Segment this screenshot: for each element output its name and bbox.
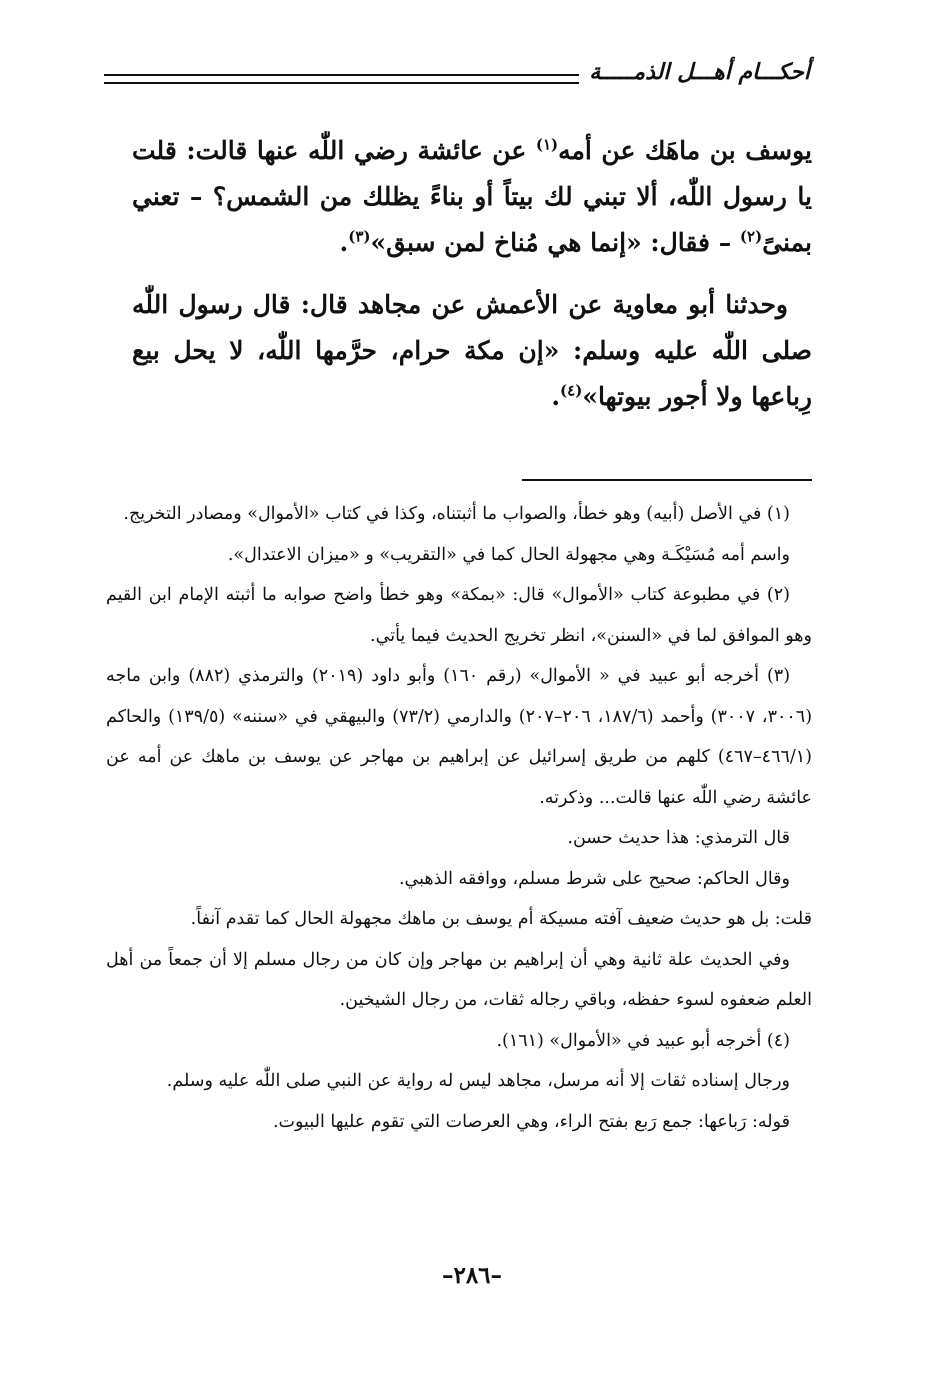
text-run: . — [339, 228, 349, 257]
footnote-separator — [522, 479, 812, 481]
text-run: وحدثنا أبو معاوية عن الأعمش عن مجاهد قال: قال رسول اللّٰه صلى اللّٰه عليه وسلم: «إن مكة حرام، حرَّمها اللّٰه، لا يحل بيع رِباعها ولا أجور بيوتها» — [132, 290, 812, 411]
text-run: . — [551, 382, 561, 411]
text-run: يوسف بن ماهَك عن أمه — [558, 136, 813, 165]
main-paragraph-1 — [132, 128, 812, 266]
running-title: أحكـــام أهـــل الذمـــــة — [579, 60, 810, 85]
text-run: عن عائشة رضي اللّٰه عنها قالت: قلت يا رسول اللّٰه، ألا تبني لك بيتاً أو بناءً يظلك من الشمس؟ – تعني بمنىً — [132, 136, 812, 257]
header-rule-top — [104, 74, 595, 76]
footnote-3-second-defect: وفي الحديث علة ثانية وهي أن إبراهيم بن مهاجر وإن كان من رجال مسلم إلا أن جمعاً من أهل العلم ضعفوه لسوء حفظه، وباقي رجاله ثقات، من رجال الشيخين. — [106, 949, 812, 1010]
footnote-3-comment: قلت: بل هو حديث ضعيف آفته مسيكة أم يوسف بن ماهك مجهولة الحال كما تقدم آنفاً. — [190, 909, 812, 929]
header-rule-bottom — [104, 82, 595, 84]
text-run: – فقال: «إنما هي مُناخ لمن سبق» — [370, 228, 740, 257]
running-header — [104, 58, 810, 98]
footnote-ref-1[interactable]: (١) — [535, 135, 559, 154]
footnote-3-hakim: وقال الحاكم: صحيح على شرط مسلم، ووافقه الذهبي. — [398, 868, 790, 889]
footnote-1: (١) في الأصل (أبيه) وهو خطأ، والصواب ما أثبتناه، وكذا في كتاب «الأموال» ومصادر التخريج. — [123, 504, 790, 524]
footnote-4: (٤) أخرجه أبو عبيد في «الأموال» (١٦١). — [496, 1030, 790, 1051]
footnote-ref-3[interactable]: (٣) — [348, 227, 371, 246]
main-paragraph-2 — [132, 282, 812, 420]
footnotes — [106, 494, 812, 1142]
footnote-2: (٢) في مطبوعة كتاب «الأموال» قال: «بمكة» وهو خطأ واضح صوابه ما أثبته الإمام ابن القيم وهو الموافق لما في «السنن»، انظر تخريج الحديث فيما يأتي. — [106, 585, 812, 646]
footnote-1-continuation: واسم أمه مُسَيْكَـة وهي مجهولة الحال كما في «التقريب» و «ميزان الاعتدال». — [227, 544, 790, 565]
footnote-4-gloss: قوله: رَباعها: جمع رَبع بفتح الراء، وهي العرصات التي تقوم عليها البيوت. — [272, 1111, 790, 1132]
page-number: –٢٨٦– — [441, 1262, 503, 1289]
footnote-3: (٣) أخرجه أبو عبيد في « الأموال» (رقم ١٦٠) وأبو داود (٢٠١٩) والترمذي (٨٨٢) وابن ماجه (٣٠٠٦، ٣٠٠٧) وأحمد (١٨٧/٦، ٢٠٦–٢٠٧) والدارمي (٧٣/٢) والبيهقي في «سننه» (١٣٩/٥) والحاكم (٤٦٦/١–٤٦٧) كلهم من طريق إسرائيل عن إبراهيم بن مهاجر عن يوسف بن ماهك عن أمه عن عائشة رضي اللّٰه عنها قالت... وذكرته. — [106, 666, 813, 808]
footnote-3-tirmidhi: قال الترمذي: هذا حديث حسن. — [567, 828, 790, 848]
footnote-ref-2[interactable]: (٢) — [739, 227, 763, 246]
main-text — [132, 128, 812, 436]
footnote-ref-4[interactable]: (٤) — [560, 381, 583, 400]
footnote-4-isnad: ورجال إسناده ثقات إلا أنه مرسل، مجاهد ليس له رواية عن النبي صلى اللّٰه عليه وسلم. — [166, 1071, 790, 1091]
